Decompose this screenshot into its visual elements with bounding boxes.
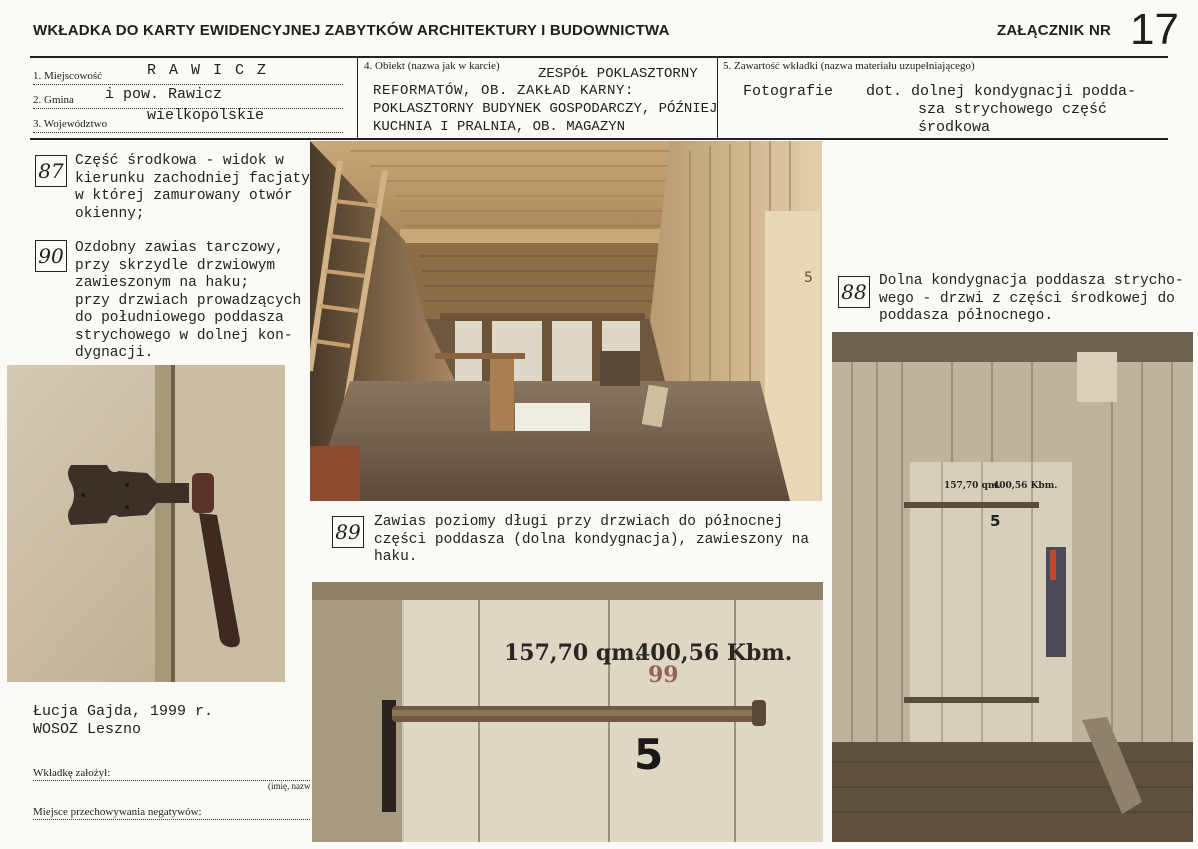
photo-number-89: 89 [332, 516, 364, 548]
object-label: 4. Obiekt (nazwa jak w karcie) [364, 60, 500, 72]
door-small-area-label: 157,70 qm. [944, 481, 1001, 491]
caption-89: Zawias poziomy długi przy drzwiach do północnej części poddasza (dolna kondygnacja), zawieszony na haku. [374, 514, 810, 565]
door-small-number-label: 5 [990, 512, 1001, 530]
form-title: WKŁADKA DO KARTY EWIDENCYJNEJ ZABYTKÓW ARCHITEKTURY I BUDOWNICTWA [33, 22, 670, 39]
wojewodztwo-label: 3. Województwo [33, 118, 108, 130]
photo-long-hinge [312, 582, 823, 842]
author-name: Łucja Gajda, 1999 r. [33, 703, 214, 720]
author-org: WOSOZ Leszno [33, 721, 142, 738]
door-north-image [832, 332, 1193, 842]
long-hinge-image [312, 582, 823, 842]
caption-87: Część środkowa - widok w kierunku zachodniej facjaty w której zamurowany otwór okienny; [75, 153, 310, 222]
founder-hint: (imię, nazw [268, 781, 311, 791]
decorative-hinge-image [7, 365, 285, 682]
attic-interior-image [310, 141, 822, 501]
contents-line-2: sza strychowego część [918, 101, 1108, 118]
door-small-volume-label: 400,56 Kbm. [993, 481, 1058, 491]
photo-number-88: 88 [838, 276, 870, 308]
object-line-4: KUCHNIA I PRALNIA, OB. MAGAZYN [373, 119, 626, 135]
photo-decorative-hinge [7, 365, 285, 682]
contents-line-3: środkowa [918, 119, 991, 136]
gmina-label: 2. Gmina [33, 94, 74, 106]
divider-2 [717, 58, 718, 138]
contents-label: 5. Zawartość wkładki (nazwa materiału uzupełniającego) [723, 60, 975, 72]
wojewodztwo-value: wielkopolskie [147, 107, 265, 124]
object-line-3: POKLASZTORNY BUDYNEK GOSPODARCZY, PÓŹNIEJ [373, 101, 718, 117]
annex-number: 17 [1130, 5, 1179, 54]
founder-row [33, 767, 310, 781]
photo-number-90: 90 [35, 240, 67, 272]
negatives-label: Miejsce przechowywania negatywów: [33, 806, 202, 818]
door-number-label: 5 [634, 730, 664, 779]
negatives-row [33, 806, 310, 820]
miejscowosc-value: R A W I C Z [147, 62, 269, 79]
divider-1 [357, 58, 358, 138]
location-block [33, 62, 351, 136]
caption-88: Dolna kondygnacja poddasza strycho- wego - drzwi z części środkowej do poddasza północnego. [879, 273, 1184, 324]
miejscowosc-label: 1. Miejscowość [33, 70, 103, 82]
annex-label: ZAŁĄCZNIK NR [997, 22, 1112, 39]
contents-type: Fotografie [743, 83, 834, 100]
wall-number-sign: 5 [804, 270, 813, 286]
door-extra-label: 99 [648, 662, 679, 688]
object-line-1: ZESPÓŁ POKLASZTORNY [538, 66, 698, 82]
photo-number-87: 87 [35, 155, 67, 187]
object-line-2: REFORMATÓW, OB. ZAKŁAD KARNY: [373, 83, 635, 99]
photo-door-north [832, 332, 1193, 842]
door-area-label: 157,70 qm. [504, 640, 643, 666]
header-rule [30, 56, 1168, 58]
founder-label: Wkładkę założył: [33, 767, 111, 779]
contents-line-1: dot. dolnej kondygnacji podda- [866, 83, 1137, 100]
gmina-value: i pow. Rawicz [105, 86, 223, 103]
caption-90: Ozdobny zawias tarczowy, przy skrzydle drzwiowym zawieszonym na haku; przy drzwiach prowadzących do południowego poddasza strychowego w dolnej kon- dygnacji. [75, 240, 302, 361]
info-rule [30, 138, 1168, 140]
photo-attic-interior [310, 141, 822, 501]
door-volume-label: 400,56 Kbm. [635, 640, 793, 666]
